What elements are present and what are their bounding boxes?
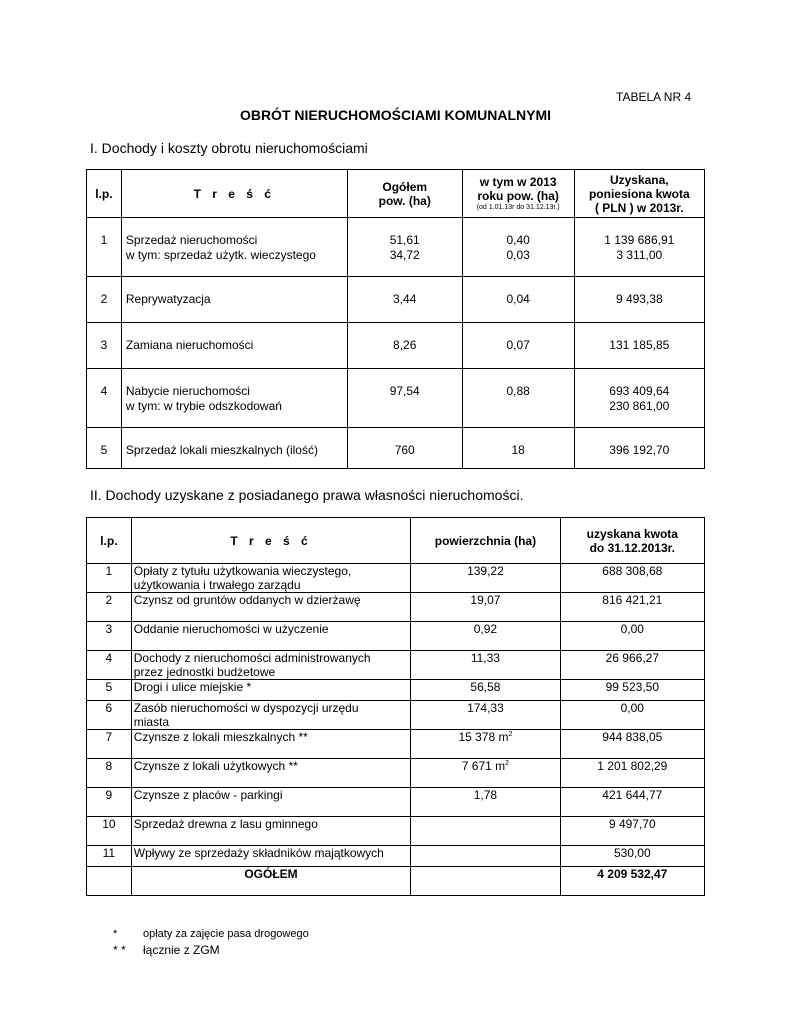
total-row: [87, 867, 705, 896]
table-row: 3 Oddanie nieruchomości w użyczenie 0,92 0,00: [87, 622, 705, 651]
col-w-tym: w tym w 2013 roku pow. (ha) (od 1.01.13r do 31.12.13r.): [462, 170, 574, 218]
table-header-row: [87, 518, 705, 564]
table-row: 2 Reprywatyzacja 3,44 0,04 9 493,38: [87, 277, 705, 323]
table-row: 1 Opłaty z tytułu użytkowania wieczystego, użytkowania i trwałego zarządu 139,22 688 308,68: [87, 564, 705, 593]
total-value: 4 209 532,47: [560, 867, 704, 896]
table-row: 2 Czynsz od gruntów oddanych w dzierżawę 19,07 816 421,21: [87, 593, 705, 622]
table-ownership-income: [86, 517, 705, 896]
col-tresc: T r e ś ć: [121, 170, 347, 218]
table-number: TABELA NR 4: [616, 90, 692, 104]
col-lp: l.p.: [87, 170, 122, 218]
table-row: 11 Wpływy ze sprzedaży składników majątkowych 530,00: [87, 846, 705, 867]
table-income-costs: [86, 169, 705, 469]
table-row: 6 Zasób nieruchomości w dyspozycji urzędu miasta 174,33 0,00: [87, 701, 705, 730]
table-row: 5 Drogi i ulice miejskie * 56,58 99 523,50: [87, 680, 705, 701]
col-kwota: uzyskana kwota do 31.12.2013r.: [560, 518, 704, 564]
table-row: 4 Dochody z nieruchomości administrowanych przez jednostki budżetowe 11,33 26 966,27: [87, 651, 705, 680]
section-2-heading: II. Dochody uzyskane z posiadanego prawa własności nieruchomości.: [90, 487, 524, 503]
footnote-mark: *: [113, 928, 118, 940]
table-row: 1 Sprzedaż nieruchomości w tym: sprzedaż użytk. wieczystego 51,61 34,72 0,40 0,03 1 139 686,91 3 311,00: [87, 218, 705, 277]
col-ogolem: Ogółem pow. (ha): [347, 170, 462, 218]
table-row: 9 Czynsze z placów - parkingi 1,78 421 644,77: [87, 788, 705, 817]
col-kwota: Uzyskana, poniesiona kwota ( PLN ) w 2013r.: [574, 170, 704, 218]
table-row: 3 Zamiana nieruchomości 8,26 0,07 131 185,85: [87, 323, 705, 369]
footnote-text: łącznie z ZGM: [143, 943, 220, 957]
col-lp: l.p.: [87, 518, 132, 564]
total-label: OGÓŁEM: [131, 867, 410, 896]
table-row: 4 Nabycie nieruchomości w tym: w trybie odszkodowań 97,54 0,88 693 409,64 230 861,00: [87, 369, 705, 428]
footnote-text: opłaty za zajęcie pasa drogowego: [143, 928, 309, 940]
col-powierzchnia: powierzchnia (ha): [411, 518, 560, 564]
col-tresc: T r e ś ć: [131, 518, 410, 564]
footnote-mark: * *: [113, 943, 126, 957]
page-title: OBRÓT NIERUCHOMOŚCIAMI KOMUNALNYMI: [239, 107, 552, 123]
table-row: 7 Czynsze z lokali mieszkalnych ** 15 378 $m^2$ 944 838,05: [87, 730, 705, 759]
table-row: 10 Sprzedaż drewna z lasu gminnego 9 497,70: [87, 817, 705, 846]
table-header-row: [87, 170, 705, 218]
table-row: 5 Sprzedaż lokali mieszkalnych (ilość) 760 18 396 192,70: [87, 428, 705, 469]
section-1-heading: I. Dochody i koszty obrotu nieruchomościami: [90, 140, 368, 156]
table-row: 8 Czynsze z lokali użytkowych ** 7 671 $m^2$ 1 201 802,29: [87, 759, 705, 788]
